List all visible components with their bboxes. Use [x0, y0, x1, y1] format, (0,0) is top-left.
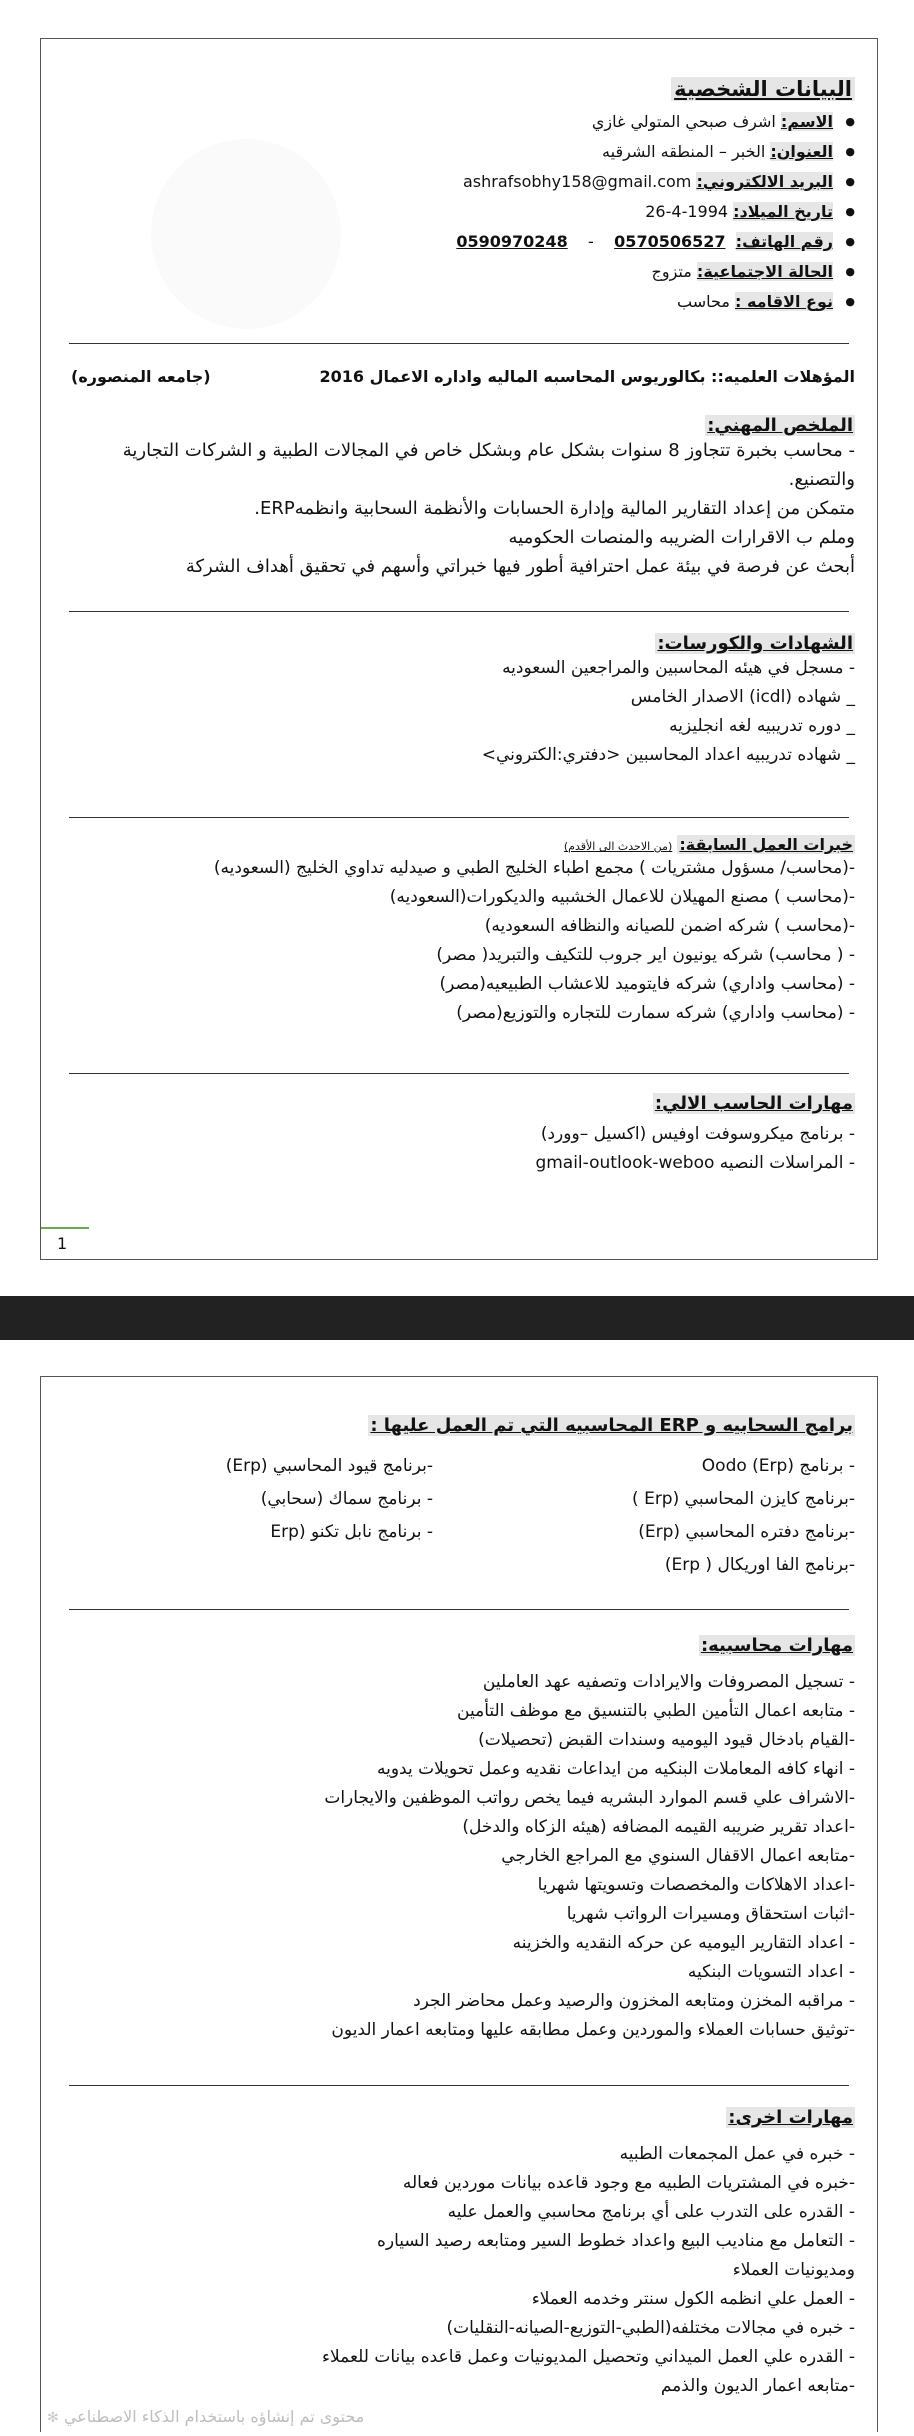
list-item: - برنامج ميكروسوفت اوفيس (اكسيل –وورد) [540, 1124, 855, 1144]
divider [69, 1073, 849, 1074]
list-item: - القدره على التدرب على أي برنامج محاسبي والعمل عليه [447, 2202, 855, 2222]
page-gap [0, 1296, 914, 1340]
page-number-rule [41, 1227, 89, 1229]
email-row [71, 167, 855, 197]
email-value[interactable]: ashrafsobhy158@gmail.com [462, 172, 692, 191]
list-item: -(محاسب ) شركه اضمن للصيانه والنظافه السعوديه) [484, 916, 855, 936]
erp-title: برامج السحابيه و ERP المحاسبيه التي تم العمل عليها : [370, 1415, 853, 1436]
address-value: الخبر – المنطقه الشرقيه [602, 142, 766, 161]
list-item: - اعداد التقارير اليوميه عن حركه النقديه والخزينه [512, 1933, 855, 1953]
address-row [71, 137, 855, 167]
dob-value: 1994-4-26 [645, 202, 729, 221]
list-item: -اثبات استحقاق ومسيرات الرواتب شهريا [566, 1904, 855, 1924]
qualification-text: المؤهلات العلميه:: بكالوريوس المحاسبه الماليه واداره الاعمال 2016 [319, 367, 855, 386]
certificates-section [71, 633, 855, 770]
list-item: - التعامل مع مناديب البيع واعداد خطوط السير ومتابعه رصيد السياره [376, 2231, 855, 2251]
list-item: -برنامج الفا اوريكال ( Erp) [664, 1555, 855, 1575]
list-item: - تسجيل المصروفات والايرادات وتصفيه عهد العاملين [482, 1672, 855, 1692]
sparkle-icon: ✻ [47, 2410, 59, 2426]
divider [69, 2085, 849, 2086]
phone-label: رقم الهاتف: [735, 232, 833, 251]
list-item: -خبره في المشتريات الطبيه مع وجود قاعده بيانات موردين فعاله [402, 2173, 855, 2193]
list-item: -اعداد الاهلاكات والمخصصات وتسويتها شهريا [537, 1875, 855, 1895]
list-item: -توثيق حسابات العملاء والموردين وعمل مطابقه عليها ومتابعه اعمار الديون [331, 2020, 855, 2040]
residence-label: نوع الاقامه : [735, 292, 833, 311]
summary-line: متمكن من إعداد التقارير المالية وإدارة الحسابات والأنظمة السحابية وانظمهERP. [254, 498, 855, 519]
other-title: مهارات اخرى: [728, 2107, 853, 2128]
accounting-title: مهارات محاسبيه: [700, 1635, 853, 1656]
list-item: - العمل علي انظمه الكول سنتر وخدمه العملاء [531, 2289, 855, 2309]
erp-list [71, 1450, 855, 1582]
list-item: - برنامج نابل تكنو (Erp [270, 1522, 433, 1542]
divider [69, 611, 849, 612]
computer-title: مهارات الحاسب الالي: [654, 1093, 853, 1114]
list-item: -برنامج دفتره المحاسبي (Erp) [638, 1522, 855, 1542]
list-item: -القيام بادخال قيود اليوميه وسندات القبض (تحصيلات) [478, 1730, 855, 1750]
experience-note: (من الاحدث الى الأقدم) [563, 840, 673, 853]
dob-row [71, 197, 855, 227]
name-value: اشرف صبحي المتولي غازي [591, 112, 776, 131]
list-item: _ دوره تدريبيه لغه انجليزيه [669, 716, 855, 736]
summary-title: الملخص المهني: [707, 415, 853, 436]
certificates-title: الشهادات والكورسات: [657, 633, 853, 654]
list-item: - خبره في عمل المجمعات الطبيه [619, 2144, 855, 2164]
other-section [71, 2107, 855, 2401]
ai-watermark [47, 2407, 364, 2426]
residence-row [71, 287, 855, 317]
list-item: - متابعه اعمال التأمين الطبي بالتنسيق مع موظف التأمين [457, 1701, 855, 1721]
list-item: - (محاسب واداري) شركه فايتوميد للاعشاب الطبيعيه(مصر) [439, 974, 855, 994]
erp-section [71, 1415, 855, 1582]
personal-list [71, 107, 855, 317]
experience-title: خبرات العمل السابقة: [679, 835, 853, 854]
list-item: - القدره علي العمل الميداني وتحصيل المديونيات وعمل قاعده بيانات للعملاء [321, 2347, 855, 2367]
email-label: البريد الالكتروني: [696, 172, 833, 191]
address-label: العنوان: [770, 142, 833, 161]
divider [69, 343, 849, 344]
qualifications-section [71, 367, 855, 386]
experience-section [71, 835, 855, 1028]
marital-row [71, 257, 855, 287]
list-item: - المراسلات النصيه gmail-outlook-weboo [535, 1153, 855, 1173]
list-item: -(محاسب/ مسؤول مشتريات ) مجمع اطباء الخليج الطبي و صيدليه تداوي الخليج (السعوديه) [213, 858, 855, 878]
personal-title: البيانات الشخصية [671, 77, 855, 101]
list-item: - برنامج Oodo (Erp) [701, 1456, 855, 1476]
list-item: - برنامج سماك (سحابي) [260, 1489, 433, 1509]
list-item: - خبره في مجالات مختلفه(الطبي-التوزيع-الصيانه-النقليات) [446, 2318, 855, 2338]
phone-row [71, 227, 855, 257]
phone-1: 0570506527 [614, 232, 726, 251]
list-item: - مسجل في هيئه المحاسبين والمراجعين السعوديه [502, 658, 855, 678]
summary-line: أبحث عن فرصة في بيئة عمل احترافية أطور فيها خبراتي وأسهم في تحقيق أهداف الشركة [185, 556, 855, 577]
divider [69, 817, 849, 818]
list-item: - ( محاسب) شركه يونيون اير جروب للتكيف والتبريد( مصر) [436, 945, 855, 965]
marital-value: متزوج [651, 262, 692, 281]
personal-section [71, 77, 855, 317]
list-item: - انهاء كافه المعاملات البنكيه من ايداعات نقديه وعمل تحويلات يدويه [376, 1759, 855, 1779]
list-item: - اعداد التسويات البنكيه [687, 1962, 855, 1982]
page-number: 1 [57, 1234, 68, 1253]
accounting-section [71, 1635, 855, 2045]
marital-label: الحالة الاجتماعية: [696, 262, 833, 281]
phone-separator: - [588, 232, 594, 251]
divider [69, 1609, 849, 1610]
cv-page-1 [40, 38, 878, 1260]
name-row [71, 107, 855, 137]
list-item: - مراقبه المخزن ومتابعه المخزون والرصيد وعمل محاضر الجرد [413, 1991, 855, 2011]
residence-value: محاسب [677, 292, 730, 311]
list-item: -متابعه اعمال الاقفال السنوي مع المراجع الخارجي [501, 1846, 855, 1866]
phone-2: 0590970248 [456, 232, 568, 251]
summary-line: - محاسب بخبرة تتجاوز 8 سنوات بشكل عام وبشكل خاص في المجالات الطبية و الشركات التجارية والتصنيع. [122, 440, 855, 490]
dob-label: تاريخ الميلاد: [733, 202, 833, 221]
watermark-text: محتوى تم إنشاؤه باستخدام الذكاء الاصطناعي [63, 2407, 365, 2426]
cv-page-2 [40, 1376, 878, 2432]
university-name: (جامعه المنصوره) [71, 367, 211, 386]
list-item: -متابعه اعمار الديون والذمم [660, 2376, 855, 2396]
list-item: -برنامج كايزن المحاسبي (Erp ) [632, 1489, 855, 1509]
list-item: -(محاسب ) مصنع المهيلان للاعمال الخشبيه والديكورات(السعوديه) [389, 887, 855, 907]
list-item: _ شهاده تدريبيه اعداد المحاسبين <دفتري:الكتروني> [481, 745, 855, 765]
summary-section [71, 415, 855, 581]
list-item: _ شهاده (icdl) الاصدار الخامس [630, 687, 855, 707]
list-item: -برنامج قيود المحاسبي (Erp) [225, 1456, 433, 1476]
name-label: الاسم: [780, 112, 833, 131]
summary-line: وملم ب الاقرارات الضريبه والمنصات الحكوميه [508, 527, 855, 548]
list-item: -الاشراف علي قسم الموارد البشريه فيما يخص رواتب الموظفين والايجارات [324, 1788, 855, 1808]
list-item: ومديونيات العملاء [732, 2260, 855, 2280]
list-item: - (محاسب واداري) شركه سمارت للتجاره والتوزيع(مصر) [456, 1003, 855, 1023]
list-item: -اعداد تقرير ضريبه القيمه المضافه (هيئه الزكاه والدخل) [462, 1817, 855, 1837]
computer-section [71, 1093, 855, 1178]
